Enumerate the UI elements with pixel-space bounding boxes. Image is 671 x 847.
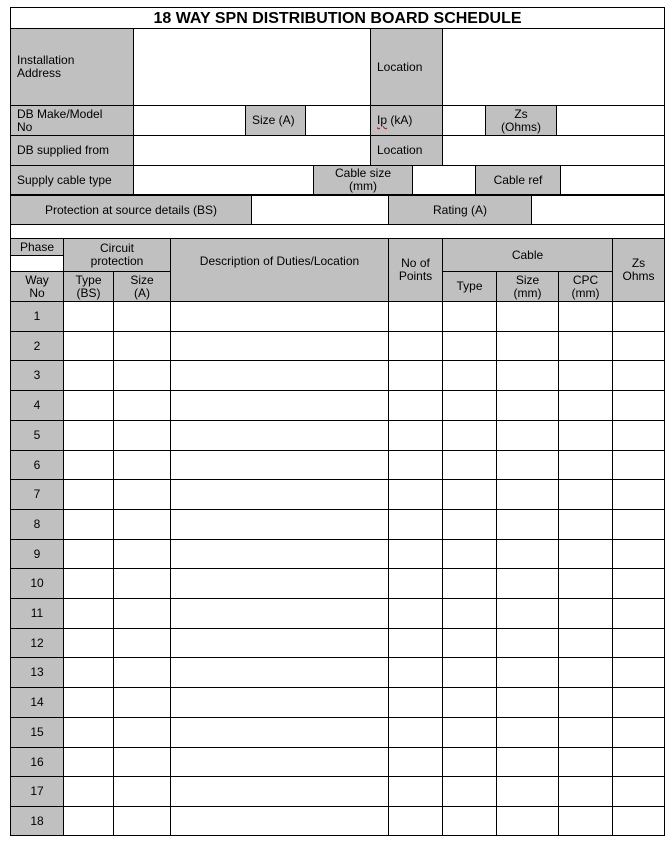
cable-type-cell[interactable] xyxy=(442,539,497,569)
zs-ohms-cell[interactable] xyxy=(612,360,665,391)
way-number: 14 xyxy=(10,687,64,718)
size-a-cell[interactable] xyxy=(113,687,171,718)
cable-size-cell[interactable] xyxy=(496,628,559,658)
cable-size-field[interactable] xyxy=(412,165,476,195)
cpc-cell[interactable] xyxy=(558,360,613,391)
cpc-cell[interactable] xyxy=(558,747,613,777)
circuit-protection-header: Circuit protection xyxy=(63,238,171,272)
phase-field[interactable] xyxy=(10,255,64,272)
size-a-cell[interactable] xyxy=(113,360,171,391)
no-of-points-cell[interactable] xyxy=(388,539,443,569)
db-supplied-from-label: DB supplied from xyxy=(10,135,134,166)
no-of-points-cell[interactable] xyxy=(388,479,443,510)
ip-label-suffix: (kA) xyxy=(387,113,413,127)
zs-ohms-cell[interactable] xyxy=(612,598,665,629)
supply-cable-type-label: Supply cable type xyxy=(10,165,134,195)
no-of-points-cell[interactable] xyxy=(388,301,443,332)
description-header: Description of Duties/Location xyxy=(170,238,389,302)
type-bs-cell[interactable] xyxy=(63,598,114,629)
no-of-points-cell[interactable] xyxy=(388,806,443,836)
description-cell[interactable] xyxy=(170,420,389,451)
type-bs-cell[interactable] xyxy=(63,687,114,718)
size-a-header: Size (A) xyxy=(113,271,171,302)
zs-ohms-cell[interactable] xyxy=(612,331,665,361)
cable-type-cell[interactable] xyxy=(442,747,497,777)
cpc-cell[interactable] xyxy=(558,331,613,361)
no-of-points-cell[interactable] xyxy=(388,360,443,391)
supply-cable-type-field[interactable] xyxy=(133,165,314,195)
no-of-points-cell[interactable] xyxy=(388,331,443,361)
cpc-cell[interactable] xyxy=(558,568,613,599)
description-cell[interactable] xyxy=(170,539,389,569)
cable-size-label: Cable size (mm) xyxy=(313,165,413,195)
zs-ohms-cell[interactable] xyxy=(612,657,665,688)
size-a-cell[interactable] xyxy=(113,331,171,361)
way-number: 18 xyxy=(10,806,64,836)
size-a-cell[interactable] xyxy=(113,390,171,421)
cable-type-cell[interactable] xyxy=(442,331,497,361)
location2-field[interactable] xyxy=(442,135,665,166)
cable-size-cell[interactable] xyxy=(496,806,559,836)
cpc-cell[interactable] xyxy=(558,717,613,748)
cable-size-cell[interactable] xyxy=(496,450,559,480)
no-of-points-cell[interactable] xyxy=(388,450,443,480)
way-number: 7 xyxy=(10,479,64,510)
no-of-points-cell[interactable] xyxy=(388,776,443,807)
cpc-cell[interactable] xyxy=(558,687,613,718)
no-of-points-cell[interactable] xyxy=(388,747,443,777)
installation-address-label: Installation Address xyxy=(10,28,134,106)
no-of-points-cell[interactable] xyxy=(388,509,443,540)
zs-ohms-header: Zs Ohms xyxy=(612,238,665,302)
zs-ohms-cell[interactable] xyxy=(612,568,665,599)
description-cell[interactable] xyxy=(170,568,389,599)
rating-field[interactable] xyxy=(531,195,665,225)
type-bs-cell[interactable] xyxy=(63,509,114,540)
way-number: 2 xyxy=(10,331,64,361)
cable-type-header: Type xyxy=(442,271,497,302)
type-bs-cell[interactable] xyxy=(63,360,114,391)
cable-size-cell[interactable] xyxy=(496,776,559,807)
zs-ohms-cell[interactable] xyxy=(612,747,665,777)
cpc-cell[interactable] xyxy=(558,301,613,332)
type-bs-cell[interactable] xyxy=(63,747,114,777)
ip-label-prefix: Ip xyxy=(377,113,388,127)
cable-size-cell[interactable] xyxy=(496,420,559,451)
db-make-model-field[interactable] xyxy=(133,105,246,136)
cable-size-cell[interactable] xyxy=(496,687,559,718)
zs-ohms-cell[interactable] xyxy=(612,301,665,332)
ip-label xyxy=(370,105,443,136)
description-cell[interactable] xyxy=(170,390,389,421)
cable-type-cell[interactable] xyxy=(442,806,497,836)
way-number: 16 xyxy=(10,747,64,777)
no-of-points-cell[interactable] xyxy=(388,687,443,718)
cable-type-cell[interactable] xyxy=(442,657,497,688)
rating-label: Rating (A) xyxy=(388,195,532,225)
zs-ohms-cell[interactable] xyxy=(612,776,665,807)
cable-size-cell[interactable] xyxy=(496,390,559,421)
description-cell[interactable] xyxy=(170,657,389,688)
way-number: 8 xyxy=(10,509,64,540)
protection-at-source-label: Protection at source details (BS) xyxy=(10,195,252,225)
type-bs-cell[interactable] xyxy=(63,450,114,480)
type-bs-cell[interactable] xyxy=(63,420,114,451)
size-a-cell[interactable] xyxy=(113,539,171,569)
size-a-cell[interactable] xyxy=(113,301,171,332)
ip-field[interactable] xyxy=(442,105,486,136)
zs-ohms-cell[interactable] xyxy=(612,539,665,569)
no-of-points-header: No of Points xyxy=(388,238,443,302)
zs-ohms-cell[interactable] xyxy=(612,628,665,658)
description-cell[interactable] xyxy=(170,687,389,718)
cpc-cell[interactable] xyxy=(558,628,613,658)
cable-type-cell[interactable] xyxy=(442,390,497,421)
zs-ohms-cell[interactable] xyxy=(612,806,665,836)
type-bs-cell[interactable] xyxy=(63,479,114,510)
way-number: 9 xyxy=(10,539,64,569)
type-bs-cell[interactable] xyxy=(63,806,114,836)
cpc-cell[interactable] xyxy=(558,450,613,480)
no-of-points-cell[interactable] xyxy=(388,598,443,629)
no-of-points-cell[interactable] xyxy=(388,628,443,658)
cable-type-cell[interactable] xyxy=(442,509,497,540)
db-supplied-from-field[interactable] xyxy=(133,135,371,166)
type-bs-cell[interactable] xyxy=(63,390,114,421)
cpc-cell[interactable] xyxy=(558,657,613,688)
way-number: 3 xyxy=(10,360,64,391)
cable-ref-field[interactable] xyxy=(560,165,665,195)
cable-type-cell[interactable] xyxy=(442,568,497,599)
way-number: 15 xyxy=(10,717,64,748)
way-no-header: Way No xyxy=(10,271,64,302)
cpc-cell[interactable] xyxy=(558,776,613,807)
size-a-cell[interactable] xyxy=(113,420,171,451)
size-a-cell[interactable] xyxy=(113,776,171,807)
way-number: 13 xyxy=(10,657,64,688)
description-cell[interactable] xyxy=(170,598,389,629)
zs-ohms-cell[interactable] xyxy=(612,420,665,451)
type-bs-cell[interactable] xyxy=(63,717,114,748)
cpc-cell[interactable] xyxy=(558,598,613,629)
cable-size-cell[interactable] xyxy=(496,598,559,629)
type-bs-cell[interactable] xyxy=(63,568,114,599)
description-cell[interactable] xyxy=(170,301,389,332)
size-label: Size (A) xyxy=(245,105,306,136)
size-a-cell[interactable] xyxy=(113,806,171,836)
zs-ohms-cell[interactable] xyxy=(612,390,665,421)
cable-header: Cable xyxy=(442,238,613,272)
cable-size-cell[interactable] xyxy=(496,509,559,540)
description-cell[interactable] xyxy=(170,747,389,777)
cable-size-cell[interactable] xyxy=(496,539,559,569)
cpc-cell[interactable] xyxy=(558,420,613,451)
size-a-cell[interactable] xyxy=(113,479,171,510)
cable-size-cell[interactable] xyxy=(496,747,559,777)
description-cell[interactable] xyxy=(170,360,389,391)
way-number: 6 xyxy=(10,450,64,480)
db-make-model-label: DB Make/Model No xyxy=(10,105,134,136)
cable-type-cell[interactable] xyxy=(442,479,497,510)
no-of-points-cell[interactable] xyxy=(388,717,443,748)
type-bs-cell[interactable] xyxy=(63,776,114,807)
cable-size-header: Size (mm) xyxy=(496,271,559,302)
cpc-cell[interactable] xyxy=(558,479,613,510)
cable-type-cell[interactable] xyxy=(442,420,497,451)
type-bs-cell[interactable] xyxy=(63,331,114,361)
cable-size-cell[interactable] xyxy=(496,479,559,510)
cable-type-cell[interactable] xyxy=(442,598,497,629)
size-a-cell[interactable] xyxy=(113,717,171,748)
no-of-points-cell[interactable] xyxy=(388,420,443,451)
zs-field[interactable] xyxy=(556,105,665,136)
cable-ref-label: Cable ref xyxy=(475,165,561,195)
location-label: Location xyxy=(370,28,443,106)
cable-type-cell[interactable] xyxy=(442,717,497,748)
cable-size-cell[interactable] xyxy=(496,568,559,599)
way-number: 17 xyxy=(10,776,64,807)
cpc-cell[interactable] xyxy=(558,390,613,421)
type-bs-cell[interactable] xyxy=(63,301,114,332)
cable-size-cell[interactable] xyxy=(496,657,559,688)
spacer-row xyxy=(10,224,665,239)
protection-at-source-field[interactable] xyxy=(251,195,389,225)
cable-size-cell[interactable] xyxy=(496,360,559,391)
cable-type-cell[interactable] xyxy=(442,301,497,332)
description-cell[interactable] xyxy=(170,628,389,658)
cpc-cell[interactable] xyxy=(558,509,613,540)
size-a-cell[interactable] xyxy=(113,509,171,540)
cable-type-cell[interactable] xyxy=(442,776,497,807)
description-cell[interactable] xyxy=(170,776,389,807)
cable-type-cell[interactable] xyxy=(442,360,497,391)
cpc-cell[interactable] xyxy=(558,806,613,836)
cable-type-cell[interactable] xyxy=(442,450,497,480)
size-field[interactable] xyxy=(305,105,371,136)
size-a-cell[interactable] xyxy=(113,747,171,777)
zs-ohms-cell[interactable] xyxy=(612,450,665,480)
zs-ohms-cell[interactable] xyxy=(612,687,665,718)
description-cell[interactable] xyxy=(170,450,389,480)
size-a-cell[interactable] xyxy=(113,450,171,480)
cable-type-cell[interactable] xyxy=(442,687,497,718)
zs-label: Zs (Ohms) xyxy=(485,105,557,136)
description-cell[interactable] xyxy=(170,331,389,361)
no-of-points-cell[interactable] xyxy=(388,390,443,421)
size-a-cell[interactable] xyxy=(113,598,171,629)
type-bs-cell[interactable] xyxy=(63,628,114,658)
description-cell[interactable] xyxy=(170,806,389,836)
way-number: 4 xyxy=(10,390,64,421)
cpc-cell[interactable] xyxy=(558,539,613,569)
way-number: 12 xyxy=(10,628,64,658)
way-number: 10 xyxy=(10,568,64,599)
size-a-cell[interactable] xyxy=(113,657,171,688)
size-a-cell[interactable] xyxy=(113,628,171,658)
zs-ohms-cell[interactable] xyxy=(612,509,665,540)
way-number: 5 xyxy=(10,420,64,451)
size-a-cell[interactable] xyxy=(113,568,171,599)
cable-size-cell[interactable] xyxy=(496,301,559,332)
location2-label: Location xyxy=(370,135,443,166)
no-of-points-cell[interactable] xyxy=(388,657,443,688)
way-number: 1 xyxy=(10,301,64,332)
location-field[interactable] xyxy=(442,28,665,106)
zs-ohms-cell[interactable] xyxy=(612,479,665,510)
no-of-points-cell[interactable] xyxy=(388,568,443,599)
description-cell[interactable] xyxy=(170,509,389,540)
cable-size-cell[interactable] xyxy=(496,331,559,361)
description-cell[interactable] xyxy=(170,717,389,748)
description-cell[interactable] xyxy=(170,479,389,510)
cpc-header: CPC (mm) xyxy=(558,271,613,302)
way-number: 11 xyxy=(10,598,64,629)
installation-address-field[interactable] xyxy=(133,28,371,106)
type-bs-header: Type (BS) xyxy=(63,271,114,302)
phase-header: Phase xyxy=(10,238,64,256)
cable-type-cell[interactable] xyxy=(442,628,497,658)
page-title: 18 WAY SPN DISTRIBUTION BOARD SCHEDULE xyxy=(10,7,665,29)
cable-size-cell[interactable] xyxy=(496,717,559,748)
type-bs-cell[interactable] xyxy=(63,657,114,688)
zs-ohms-cell[interactable] xyxy=(612,717,665,748)
type-bs-cell[interactable] xyxy=(63,539,114,569)
